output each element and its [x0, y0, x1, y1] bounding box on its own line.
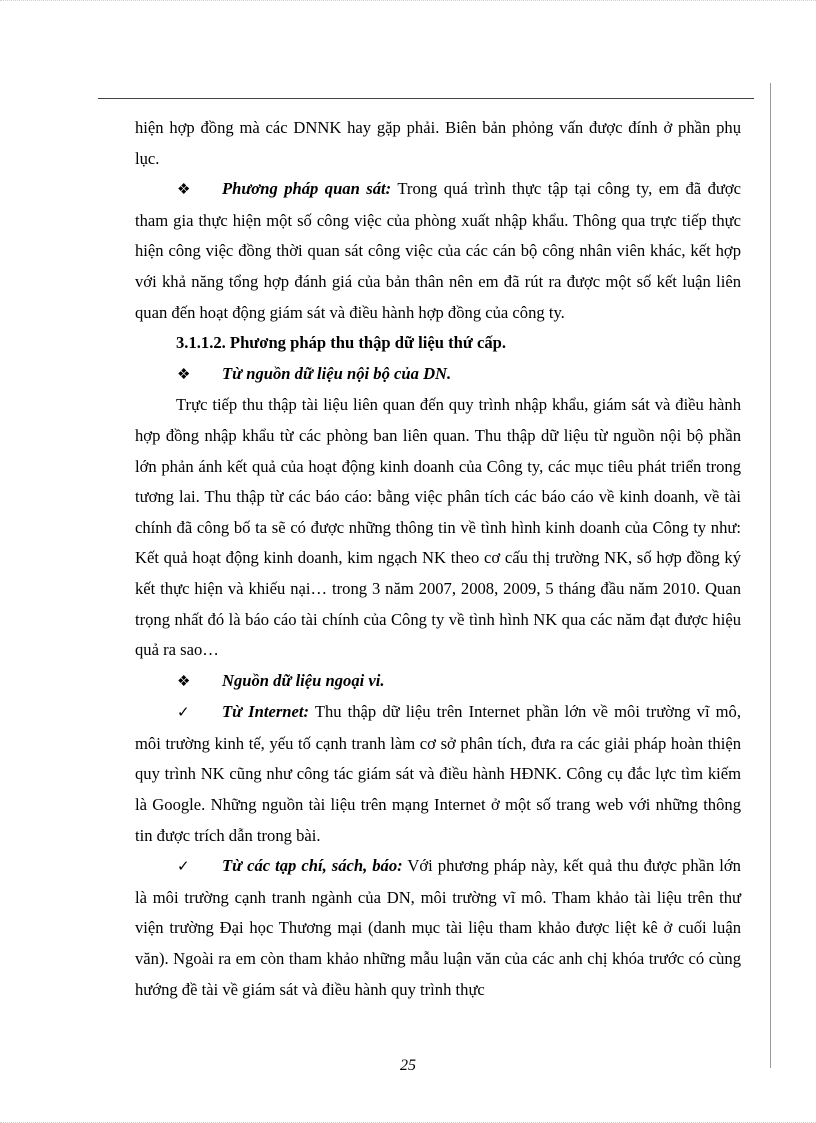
section-heading: 3.1.1.2. Phương pháp thu thập dữ liệu thứ cấp. — [176, 333, 507, 353]
internet-title: Từ Internet: — [222, 702, 310, 722]
diamond-bullet-icon: ❖ — [177, 673, 191, 690]
external-data-title: Nguồn dữ liệu ngoại vi. — [222, 670, 385, 690]
bullet-internal-data — [135, 359, 741, 391]
bullet-internet — [135, 697, 741, 851]
page-border-top — [98, 98, 754, 99]
observation-method-title: Phương pháp quan sát: — [222, 179, 392, 199]
internal-data-title: Từ nguồn dữ liệu nội bộ của DN. — [222, 363, 452, 383]
internet-text: Thu thập dữ liệu trên Internet phần lớn về môi trường vĩ mô, môi trường kinh tế, yếu tố cạnh tranh làm cơ sở phân tích, đưa ra các giải pháp hoàn thiện quy trình NK cũng như công tác giám sát và điều hành HĐNK. Công cụ đắc lực tìm kiếm là Google. Những nguồn tài liệu trên mạng Internet ở một số trang web với những thông tin được trích dẫn trong bài. — [135, 702, 742, 845]
diamond-bullet-icon: ❖ — [177, 182, 191, 199]
checkmark-bullet-icon: ✓ — [177, 859, 190, 876]
document-body — [135, 113, 741, 1005]
observation-method-text: Trong quá trình thực tập tại công ty, em đã được tham gia thực hiện một số công việc của phòng xuất nhập khẩu. Thông qua trực tiếp thực hiện công việc đồng thời quan sát công việc của các cán bộ công nhân viên khác, kết hợp với khả năng tổng hợp đánh giá của bản thân nên em đã rút ra được một số kết luận liên quan đến hoạt động giám sát và điều hành hợp đồng của công ty. — [135, 179, 742, 322]
magazines-books-title: Từ các tạp chí, sách, báo: — [222, 856, 403, 876]
paragraph-interview-appendix: hiện hợp đồng mà các DNNK hay gặp phải. Biên bản phỏng vấn được đính ở phần phụ lục. — [135, 118, 741, 168]
paragraph-internal-data: Trực tiếp thu thập tài liệu liên quan đến quy trình nhập khẩu, giám sát và điều hành hợp đồng nhập khẩu từ các phòng ban liên quan. Thu thập dữ liệu từ nguồn nội bộ phần lớn phản ánh kết quả của hoạt động kinh doanh của Công ty, các mục tiêu phát triển trong tương lai. Thu thập từ các báo cáo: bằng việc phân tích các báo cáo về kinh doanh, về tài chính đã công bố ta sẽ có được những thông tin về tình hình kinh doanh của Công ty như: Kết quả hoạt động kinh doanh, kim ngạch NK theo cơ cấu thị trường NK, số hợp đồng ký kết thực hiện và khiếu nại… trong 3 năm 2007, 2008, 2009, 5 tháng đầu năm 2010. Quan trọng nhất đó là báo cáo tài chính của Công ty về tình hình NK qua các năm đạt được hiệu quả ra sao… — [135, 395, 741, 660]
bullet-observation-method — [135, 174, 741, 328]
bullet-magazines-books — [135, 851, 741, 1005]
bullet-external-data — [135, 666, 741, 698]
diamond-bullet-icon: ❖ — [177, 366, 191, 383]
magazines-books-text: Với phương pháp này, kết quả thu được phần lớn là môi trường cạnh tranh ngành của DN, môi trường vĩ mô. Tham khảo tài liệu trên thư viện trường Đại học Thương mại (danh mục tài liệu tham khảo được liệt kê ở cuối luận văn). Ngoài ra em còn tham khảo những mẫu luận văn của các anh chị khóa trước có cùng hướng đề tài về giám sát và điều hành quy trình thực — [135, 856, 741, 999]
checkmark-bullet-icon: ✓ — [177, 705, 190, 722]
page-number: 25 — [400, 1057, 416, 1074]
page-border-right — [770, 83, 771, 1068]
